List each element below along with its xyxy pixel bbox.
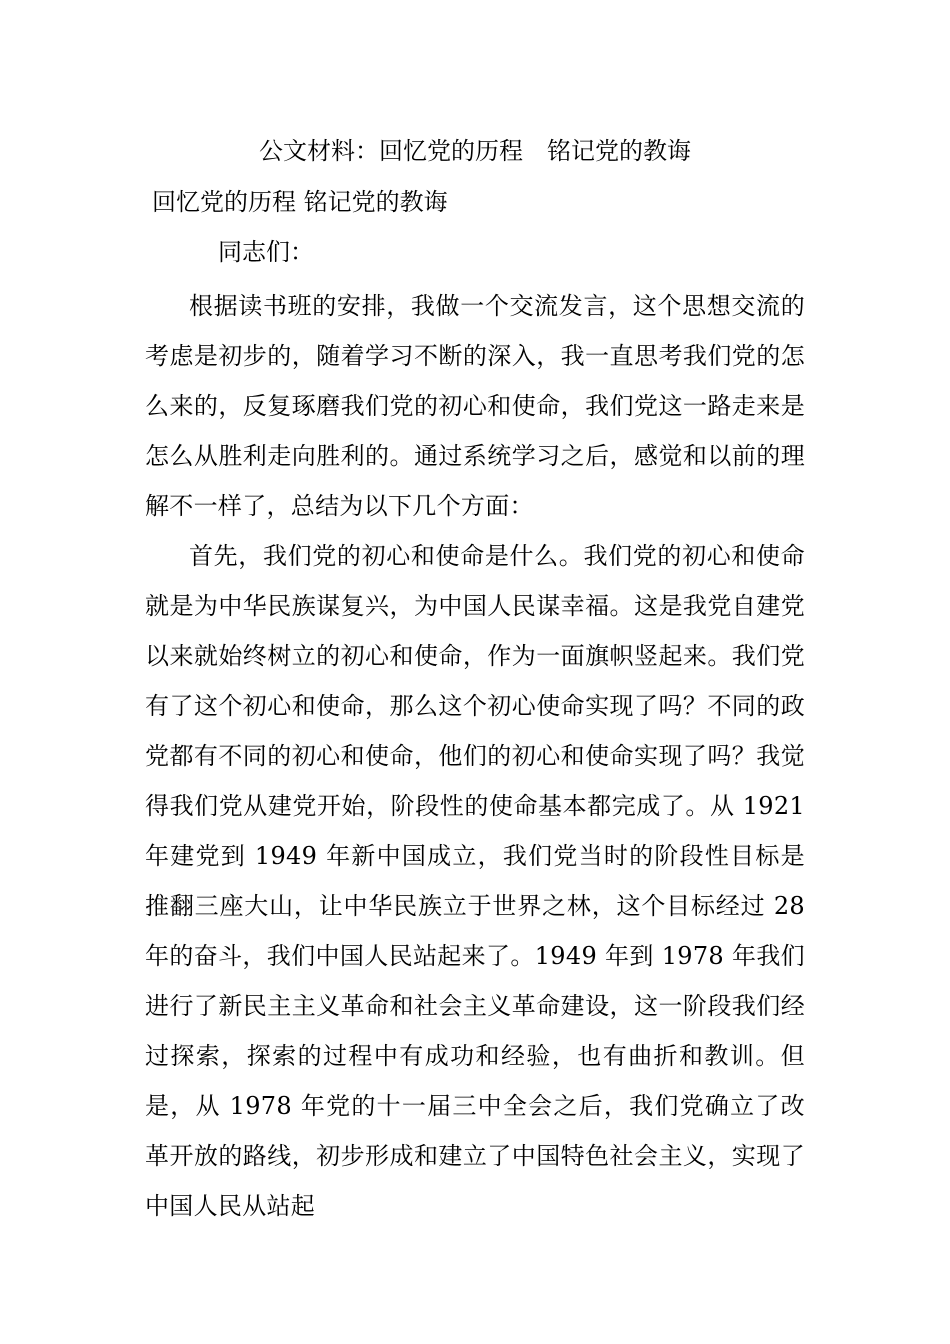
document-body — [145, 281, 805, 1231]
paragraph-intro: 根据读书班的安排，我做一个交流发言，这个思想交流的考虑是初步的，随着学习不断的深入，我一直思考我们党的怎么来的，反复琢磨我们党的初心和使命，我们党这一路走来是怎么从胜利走向胜利的。通过系统学习之后，感觉和以前的理解不一样了，总结为以下几个方面： — [145, 292, 805, 520]
document-subtitle: 回忆党的历程 铭记党的教诲 — [152, 188, 448, 216]
document-title: 公文材料：回忆党的历程 铭记党的教诲 — [259, 137, 691, 165]
salutation: 同志们： — [218, 238, 314, 266]
paragraph-first-point: 首先，我们党的初心和使命是什么。我们党的初心和使命就是为中华民族谋复兴，为中国人民谋幸福。这是我党自建党以来就始终树立的初心和使命，作为一面旗帜竖起来。我们党有了这个初心和使命，那么这个初心使命实现了吗？不同的政党都有不同的初心和使命，他们的初心和使命实现了吗？我觉得我们党从建党开始，阶段性的使命基本都完成了。从 1921 年建党到 1949 年新中国成立，我们党当时的阶段性目标是推翻三座大山，让中华民族立于世界之林，这个目标经过 28 年的奋斗，我们中国人民站起来了。1949 年到 1978 年我们进行了新民主主义革命和社会主义革命建设，这一阶段我们经过探索，探索的过程中有成功和经验，也有曲折和教训。但是，从 1978 年党的十一届三中全会之后，我们党确立了改革开放的路线，初步形成和建立了中国特色社会主义，实现了中国人民从站起 — [145, 542, 805, 1220]
